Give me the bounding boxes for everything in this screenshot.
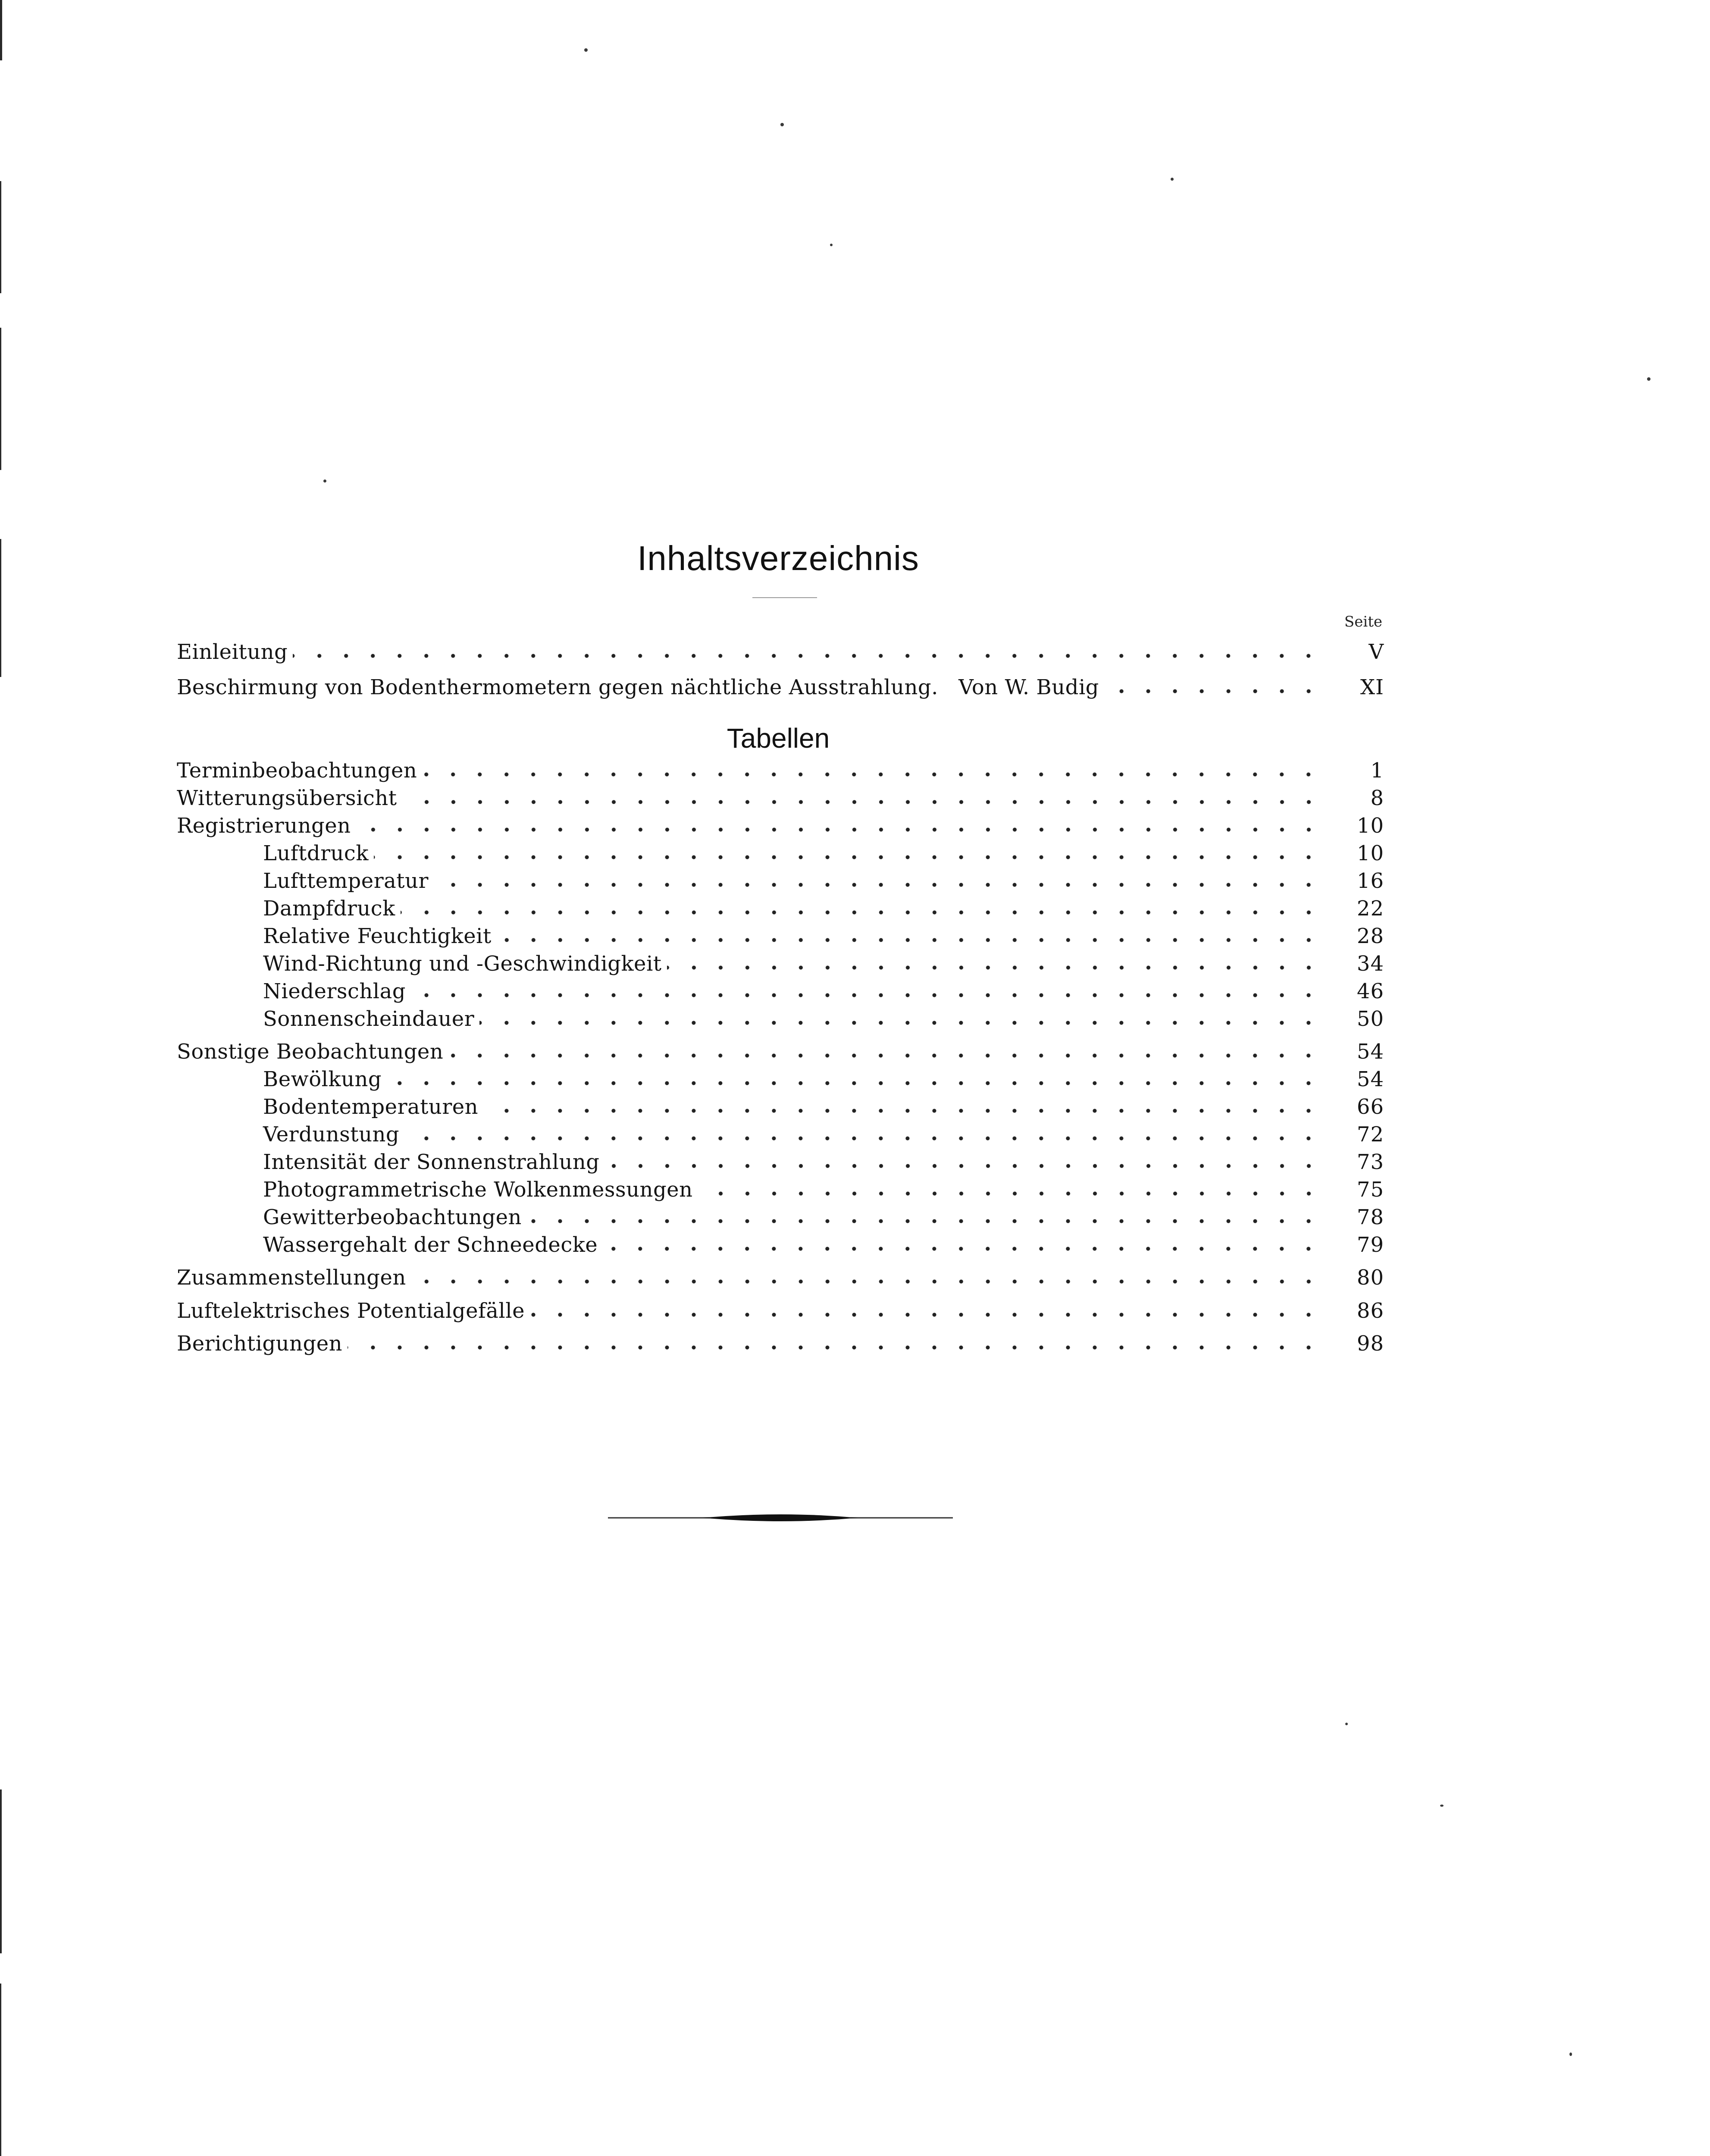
dot-leader [404,1133,1328,1144]
dot-leader [479,1018,1328,1028]
dot-leader [422,769,1328,780]
toc-entry-label: Wind-Richtung und -Geschwindigkeit [263,952,662,976]
toc-entry-label: Einleitung [177,640,288,664]
toc-entry-page: 72 [1356,1122,1384,1147]
dot-leader [605,1161,1328,1171]
toc-entry[interactable] [177,1266,1384,1293]
toc-entry-label: Dampfdruck [263,896,395,921]
scan-speck [1171,178,1174,181]
toc-entry-page: 54 [1356,1040,1384,1064]
toc-subentry[interactable] [177,952,1384,979]
scan-speck [584,48,588,52]
dot-leader [1104,686,1328,696]
scan-speck [780,123,784,126]
toc-subentry[interactable] [177,896,1384,924]
section-heading: Tabellen [727,723,830,754]
toc-entry-label: Beschirmung von Bodenthermometern gegen nächtliche Ausstrahlung. Von W. Budig [177,675,1099,699]
toc-entry-page: 1 [1370,758,1384,783]
toc-entry-label: Intensität der Sonnenstrahlung [263,1150,600,1174]
dot-leader [698,1188,1328,1199]
toc-entry-label: Bodentemperaturen [263,1095,479,1119]
dot-leader [402,797,1328,807]
toc-entry-page: 75 [1356,1178,1384,1202]
toc-entry-page: 73 [1356,1150,1384,1174]
dot-leader [667,962,1328,973]
dot-leader [356,824,1328,835]
toc-subentry[interactable] [177,869,1384,896]
toc-entry-page: 66 [1356,1095,1384,1119]
toc-entry-label: Luftelektrisches Potentialgefälle [177,1299,525,1323]
toc-subentry[interactable] [177,924,1384,952]
dot-leader [497,935,1328,945]
dot-leader [411,1276,1328,1287]
toc-subentry[interactable] [177,1178,1384,1205]
scan-edge-mark [0,181,1,293]
toc-entry[interactable] [177,1299,1384,1326]
toc-entry-label: Luftdruck [263,841,369,865]
dot-leader [411,990,1328,1000]
toc-entry-label: Verdunstung [263,1122,400,1147]
toc-entry-page: 50 [1356,1007,1384,1031]
dot-leader [483,1106,1328,1116]
toc-entry-label: Zusammenstellungen [177,1266,406,1290]
toc-subentry[interactable] [177,1150,1384,1178]
toc-entry[interactable] [177,1040,1384,1067]
toc-subentry[interactable] [177,1007,1384,1034]
toc-entry-label: Lufttemperatur [263,869,429,893]
toc-entry[interactable] [177,640,1384,667]
page-title: Inhaltsverzeichnis [637,539,919,577]
toc-entry-label: Sonnenscheindauer [263,1007,475,1031]
toc-entry-label: Registrierungen [177,814,351,838]
toc-entry-page: 80 [1356,1266,1384,1290]
scan-speck [1440,1805,1444,1807]
scan-speck [1647,377,1650,381]
toc-entry[interactable] [177,758,1384,786]
toc-entry-page: 54 [1356,1067,1384,1091]
toc-entry[interactable] [177,786,1384,814]
toc-entry[interactable] [177,814,1384,841]
toc-entry-page: 16 [1356,869,1384,893]
toc-entry-page: XI [1360,675,1384,699]
toc-entry-page: 79 [1356,1233,1384,1257]
dot-leader [434,880,1328,890]
toc-entry-page: 98 [1356,1332,1384,1356]
toc-entry-label: Berichtigungen [177,1332,343,1356]
toc-entry-page: 10 [1356,841,1384,865]
toc-entry-page: 78 [1356,1205,1384,1229]
toc-entry-label: Niederschlag [263,979,406,1003]
title-rule [752,597,817,598]
toc-subentry[interactable] [177,1095,1384,1122]
toc-subentry[interactable] [177,1233,1384,1260]
toc-entry-label: Bewölkung [263,1067,382,1091]
toc-entry-page: 10 [1356,814,1384,838]
toc-entry-label: Wassergehalt der Schneedecke [263,1233,598,1257]
toc-entry[interactable] [177,675,1384,703]
dot-leader [603,1244,1328,1254]
dot-leader [374,852,1328,862]
dot-leader [448,1050,1328,1061]
scan-edge-mark [0,1789,2,1953]
scan-speck [1345,1723,1348,1725]
dot-leader [530,1310,1328,1320]
toc-entry-page: 86 [1356,1299,1384,1323]
toc-entry-label: Photogrammetrische Wolkenmessungen [263,1178,693,1202]
toc-entry-label: Witterungsübersicht [177,786,397,810]
scan-speck [1569,2053,1572,2056]
toc-entry-label: Terminbeobachtungen [177,758,417,783]
toc-subentry[interactable] [177,1205,1384,1233]
dot-leader [293,651,1328,661]
toc-subentry[interactable] [177,841,1384,869]
dot-leader [401,907,1328,918]
toc-entry-label: Sonstige Beobachtungen [177,1040,444,1064]
toc-entry-label: Relative Feuchtigkeit [263,924,492,948]
page-column-header: Seite [1344,613,1382,630]
toc-entry-page: 22 [1356,896,1384,921]
toc-entry-page: 8 [1370,786,1384,810]
toc-entry[interactable] [177,1332,1384,1359]
scan-edge-mark [0,328,1,470]
toc-entry-page: 34 [1356,952,1384,976]
scan-edge-mark [0,0,2,60]
dot-leader [387,1078,1328,1088]
dot-leader [348,1342,1328,1353]
toc-subentry[interactable] [177,979,1384,1007]
toc-entry-page: 28 [1356,924,1384,948]
toc-subentry[interactable] [177,1067,1384,1095]
end-ornament [608,1509,953,1526]
scan-speck [830,244,833,246]
toc-entry-page: V [1369,640,1384,664]
toc-subentry[interactable] [177,1122,1384,1150]
scan-edge-mark [0,1984,1,2156]
scan-speck [323,479,326,483]
toc-entry-label: Gewitterbeobachtungen [263,1205,522,1229]
dot-leader [527,1216,1328,1226]
toc-entry-page: 46 [1356,979,1384,1003]
